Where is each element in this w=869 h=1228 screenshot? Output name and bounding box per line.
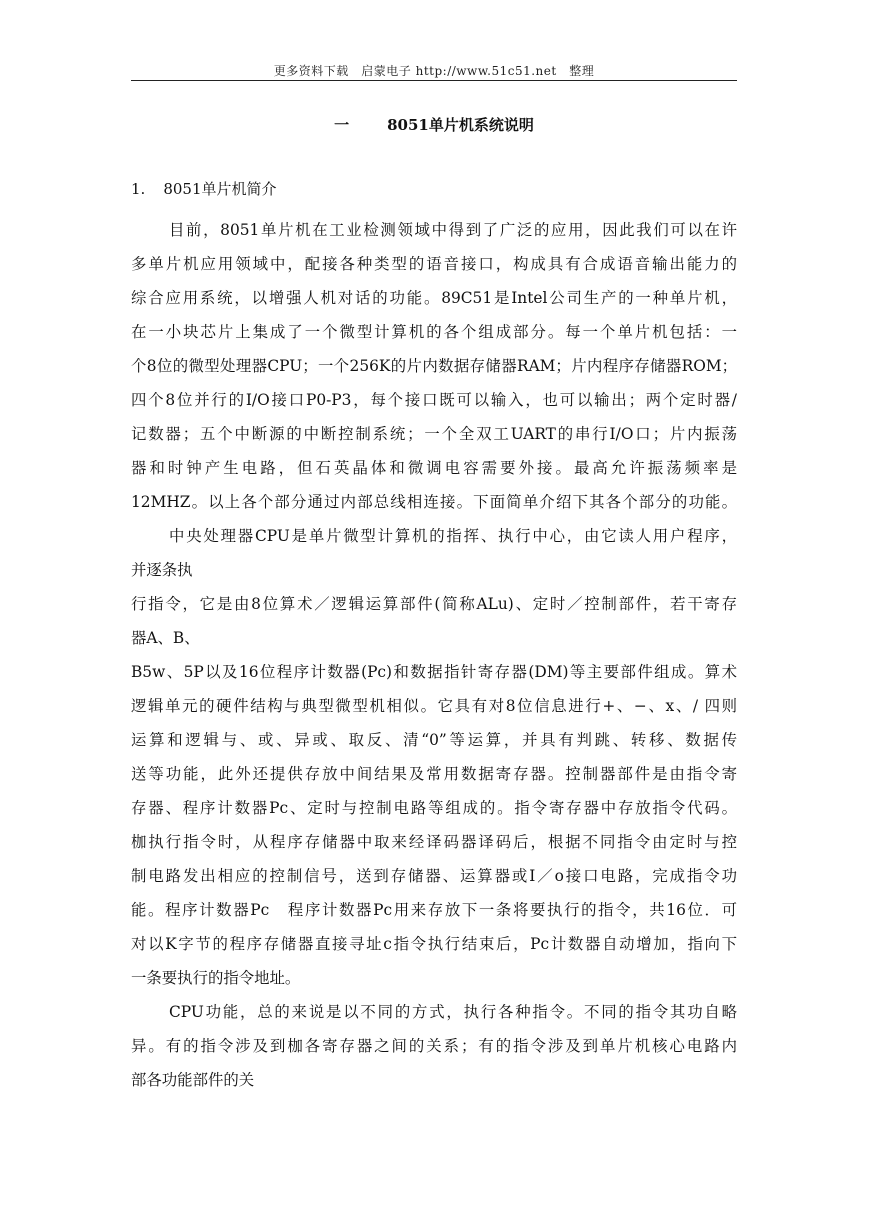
- text-line: 记数器；五个中断源的中断控制系统；一个全双工UART的串行I/O口；片内振荡: [131, 425, 737, 443]
- text-line: 对以K字节的程序存储器直接寻址c指令执行结束后，Pc计数器自动增加，指向下: [131, 935, 737, 953]
- header-divider: [131, 80, 737, 81]
- text-line: 中央处理器CPU是单片微型计算机的指挥、执行中心，由它读人用户程序，: [169, 527, 737, 545]
- text-line: 器和时钟产生电路，但石英晶体和微调电容需要外接。最高允许振荡频率是: [131, 459, 737, 477]
- text-line: 运算和逻辑与、或、异或、取反、清“0”等运算，并具有判跳、转移、数据传: [131, 731, 737, 749]
- body-text: [131, 213, 737, 1097]
- text-line: 送等功能，此外还提供存放中间结果及常用数据寄存器。控制器部件是由指令寄: [131, 765, 737, 783]
- text-line: 行指令，它是由8位算术／逻辑运算部件(简称ALu)、定时／控制部件，若干寄存: [131, 595, 737, 613]
- chapter-title: [131, 114, 737, 135]
- section-number: 1.: [131, 180, 146, 198]
- text-line: CPU功能，总的来说是以不同的方式，执行各种指令。不同的指令其功自略: [169, 1003, 737, 1021]
- text-line: 部各功能部件的关: [131, 1071, 255, 1089]
- chapter-title-text: 8051单片机系统说明: [387, 116, 534, 134]
- text-line: 异。有的指令涉及到枷各寄存器之间的关系；有的指令涉及到单片机核心电路内: [131, 1037, 737, 1055]
- text-line: 目前，8051单片机在工业检测领域中得到了广泛的应用，因此我们可以在许: [169, 221, 737, 239]
- text-line: 并逐条执: [131, 561, 193, 579]
- text-line: 枷执行指令时，从程序存储器中取来经译码器译码后，根据不同指令由定时与控: [131, 833, 737, 851]
- chapter-number: 一: [334, 116, 350, 134]
- text-line: 器A、B、: [131, 629, 200, 647]
- text-line: 在一小块芯片上集成了一个微型计算机的各个组成部分。每一个单片机包括：一: [131, 323, 737, 341]
- text-line: 个8位的微型处理器CPU；一个256K的片内数据存储器RAM；片内程序存储器ROM；: [131, 357, 737, 375]
- text-line: 存器、程序计数器Pc、定时与控制电路等组成的。指令寄存器中存放指令代码。: [131, 799, 737, 817]
- text-line: 逻辑单元的硬件结构与典型微型机相似。它具有对8位信息进行+、−、x、/ 四则: [131, 697, 737, 715]
- text-line: 四个8位并行的I/O接口P0-P3，每个接口既可以输入，也可以输出；两个定时器/: [131, 391, 737, 409]
- text-line: 12MHZ。以上各个部分通过内部总线相连接。下面简单介绍下其各个部分的功能。: [131, 493, 737, 511]
- section-title: 8051单片机简介: [163, 180, 277, 198]
- text-line: 制电路发出相应的控制信号，送到存储器、运算器或I／o接口电路，完成指令功: [131, 867, 737, 885]
- text-line: 综合应用系统，以增强人机对话的功能。89C51是Intel公司生产的一种单片机，: [131, 289, 737, 307]
- text-line: 多单片机应用领域中，配接各种类型的语音接口，构成具有合成语音输出能力的: [131, 255, 737, 273]
- page-header: 更多资料下载 启蒙电子 http://www.51c51.net 整理: [273, 64, 595, 78]
- text-line: 能。程序计数器Pc 程序计数器Pc用来存放下一条将要执行的指令，共16位．可: [131, 901, 737, 919]
- text-line: 一条要执行的指令地址。: [131, 969, 301, 987]
- text-line: B5w、5P以及16位程序计数器(Pc)和数据指针寄存器(DM)等主要部件组成。算术: [131, 663, 737, 681]
- section-heading: [131, 178, 277, 199]
